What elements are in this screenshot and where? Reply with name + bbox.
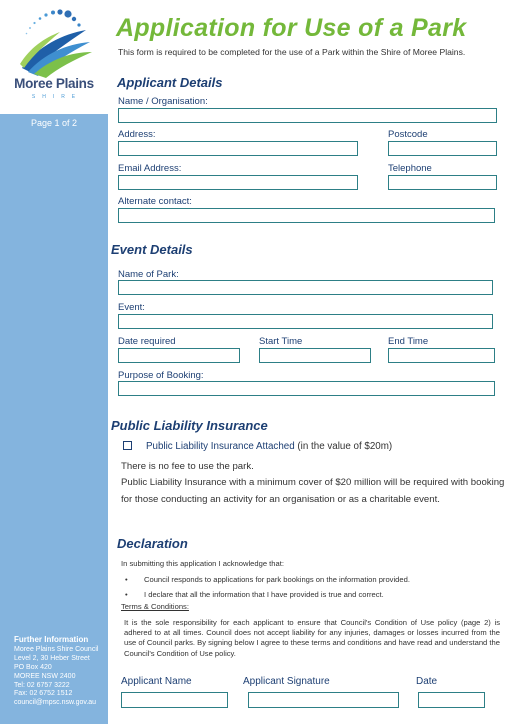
end-time-label: End Time — [388, 336, 429, 347]
applicant-name-field[interactable] — [121, 692, 228, 708]
telephone-label: Telephone — [388, 163, 432, 174]
page-indicator: Page 1 of 2 — [30, 118, 78, 128]
start-time-label: Start Time — [259, 336, 303, 347]
moree-plains-logo-icon — [8, 6, 102, 106]
purpose-field[interactable] — [118, 381, 495, 396]
park-name-label: Name of Park: — [118, 269, 179, 280]
insurance-attached-checkbox[interactable] — [123, 441, 132, 450]
contact-line: PO Box 420 — [14, 663, 52, 671]
insurance-attached-label — [146, 441, 392, 452]
declaration-bullet: I declare that all the information that I have provided is true and correct. — [144, 590, 384, 599]
contact-line: Level 2, 30 Heber Street — [14, 654, 90, 662]
email-label: Email Address: — [118, 163, 182, 174]
declaration-intro: In submitting this application I acknowledge that: — [121, 559, 284, 568]
applicant-signature-field[interactable] — [248, 692, 399, 708]
alternate-contact-field[interactable] — [118, 208, 495, 223]
bullet-icon: • — [125, 590, 128, 599]
name-organisation-field[interactable] — [118, 108, 497, 123]
declaration-heading: Declaration — [117, 536, 188, 551]
contact-email: council@mpsc.nsw.gov.au — [14, 699, 97, 707]
address-field[interactable] — [118, 141, 358, 156]
applicant-name-label: Applicant Name — [121, 676, 192, 687]
intro-text: This form is required to be completed for the use of a Park within the Shire of Moree Plains. — [118, 47, 466, 57]
further-information-title: Further Information — [14, 635, 89, 644]
name-organisation-label: Name / Organisation: — [118, 96, 208, 107]
insurance-attached-text: Public Liability Insurance Attached — [146, 441, 295, 452]
applicant-details-heading: Applicant Details — [117, 75, 223, 90]
contact-line: Fax: 02 6752 1512 — [14, 690, 73, 698]
contact-line: Tel: 02 6757 3222 — [14, 681, 70, 689]
event-field[interactable] — [118, 314, 493, 329]
insurance-heading: Public Liability Insurance — [111, 418, 268, 433]
telephone-field[interactable] — [388, 175, 497, 190]
event-label: Event: — [118, 302, 145, 313]
date-required-label: Date required — [118, 336, 176, 347]
logo-name: Moree Plains — [14, 76, 94, 91]
event-details-heading: Event Details — [111, 242, 193, 257]
insurance-cover-text: Public Liability Insurance with a minimum cover of $20 million will be required with booking — [121, 477, 505, 488]
postcode-label: Postcode — [388, 129, 428, 140]
email-field[interactable] — [118, 175, 358, 190]
further-information — [14, 636, 106, 708]
date-field[interactable] — [418, 692, 485, 708]
address-label: Address: — [118, 129, 156, 140]
declaration-bullet: Council responds to applications for park bookings on the information provided. — [144, 575, 410, 584]
start-time-field[interactable] — [259, 348, 371, 363]
applicant-signature-label: Applicant Signature — [243, 676, 330, 687]
page-title: Application for Use of a Park — [116, 14, 467, 42]
no-fee-text: There is no fee to use the park. — [121, 461, 254, 472]
contact-line: Moree Plains Shire Council — [14, 645, 99, 653]
sidebar-panel — [0, 114, 108, 724]
date-required-field[interactable] — [118, 348, 240, 363]
insurance-cover-text-continued: for those conducting an activity for an organisation or as a charitable event. — [121, 494, 440, 505]
purpose-label: Purpose of Booking: — [118, 370, 204, 381]
insurance-value-note: (in the value of $20m) — [294, 441, 393, 452]
terms-conditions-text: It is the sole responsibility for each applicant to ensure that Council's Condition of Use policy (page 2) is adhered to at all times. Council does not accept liability for any injuries, damages or losses incurred from the use of Council parks. By signing below I agree to these terms and conditions and have read and understand the Council's Condition of Use policy. — [124, 618, 500, 658]
logo-subtitle: SHIRE — [31, 94, 83, 100]
end-time-field[interactable] — [388, 348, 495, 363]
postcode-field[interactable] — [388, 141, 497, 156]
date-label: Date — [416, 676, 438, 687]
sidebar — [0, 0, 108, 724]
alternate-contact-label: Alternate contact: — [118, 196, 192, 207]
contact-line: MOREE NSW 2400 — [14, 672, 76, 680]
bullet-icon: • — [125, 575, 128, 584]
terms-conditions-heading: Terms & Conditions: — [121, 602, 189, 611]
park-name-field[interactable] — [118, 280, 493, 295]
